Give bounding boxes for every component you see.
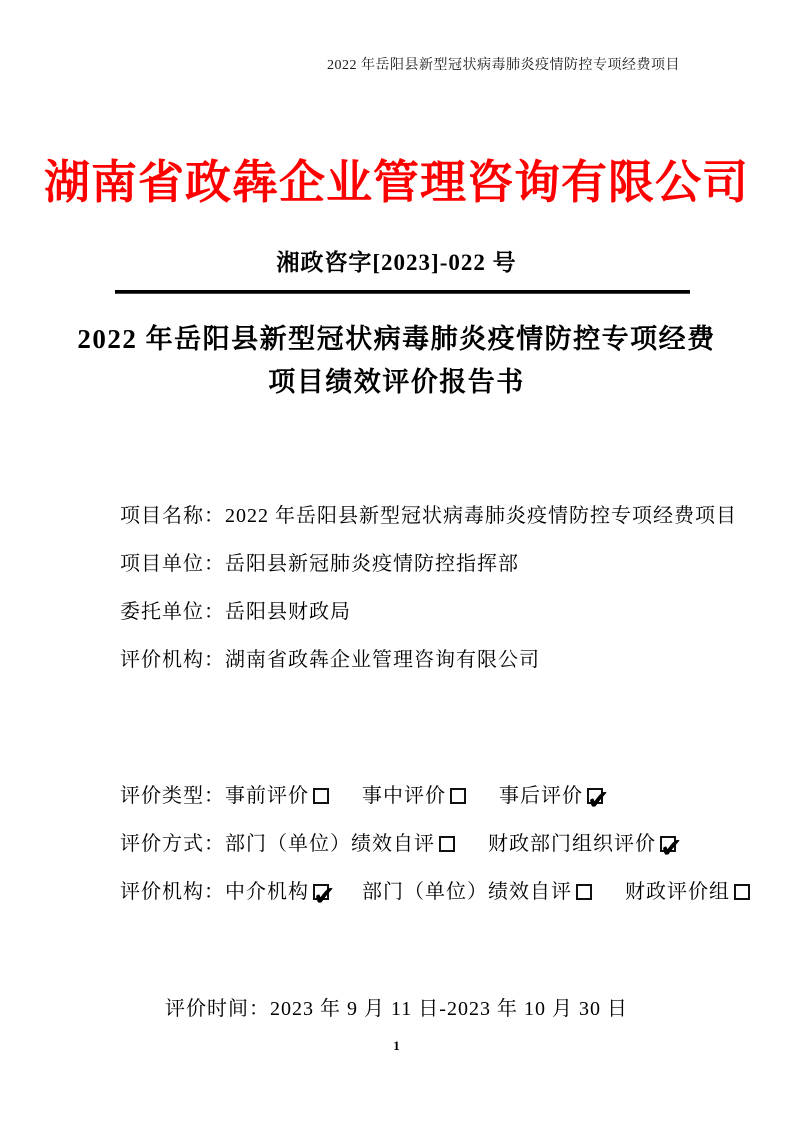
field-value: 岳阳县新冠肺炎疫情防控指挥部 (225, 553, 519, 575)
option-label: 财政部门组织评价 (488, 833, 656, 855)
checkbox-dept-self-eval[interactable] (439, 836, 455, 852)
field-row-evaluation-agency (120, 636, 713, 684)
checkbox-dept-self-eval-2[interactable] (576, 884, 592, 900)
field-row-project-name (120, 492, 737, 540)
checkbox-post-eval[interactable] (587, 788, 603, 804)
field-value: 湖南省政犇企业管理咨询有限公司 (225, 649, 540, 671)
eval-agency-row (120, 868, 753, 916)
checkbox-finance-eval-group[interactable] (734, 884, 750, 900)
page-number: 1 (393, 1038, 400, 1053)
field-value: 岳阳县财政局 (225, 601, 351, 623)
page-header-text: 2022 年岳阳县新型冠状病毒肺炎疫情防控专项经费项目 (327, 58, 680, 73)
checkbox-intermediary[interactable] (313, 884, 329, 900)
field-row-commission-unit (120, 588, 713, 636)
option-label: 财政评价组 (625, 881, 730, 903)
field-list (120, 492, 737, 684)
report-title-line2: 项目绩效评价报告书 (268, 367, 525, 397)
eval-time-value: 2023 年 9 月 11 日-2023 年 10 月 30 日 (270, 998, 628, 1020)
checkbox-pre-eval[interactable] (313, 788, 329, 804)
field-row-project-unit (120, 540, 713, 588)
option-pre-eval (225, 785, 329, 807)
eval-type-label: 评价类型： (120, 785, 225, 807)
eval-time-row (0, 992, 793, 1021)
field-label: 项目单位： (120, 553, 225, 575)
field-label: 项目名称： (120, 505, 225, 527)
option-dept-self-eval (225, 833, 455, 855)
checkbox-mid-eval[interactable] (450, 788, 466, 804)
checkbox-finance-org-eval[interactable] (660, 836, 676, 852)
field-value: 2022 年岳阳县新型冠状病毒肺炎疫情防控专项经费项目 (225, 505, 737, 527)
eval-type-row (120, 772, 753, 820)
option-mid-eval (362, 785, 466, 807)
eval-method-row (120, 820, 753, 868)
option-post-eval (499, 785, 603, 807)
option-finance-org-eval (488, 833, 676, 855)
checkbox-section (120, 772, 753, 916)
title-divider-line (115, 290, 690, 294)
option-label: 部门（单位）绩效自评 (225, 833, 435, 855)
option-label: 事前评价 (225, 785, 309, 807)
report-title (60, 318, 733, 404)
eval-time-label: 评价时间： (165, 998, 271, 1020)
eval-agency-label: 评价机构： (120, 881, 225, 903)
field-label: 评价机构： (120, 649, 225, 671)
doc-number: 湘政咨字[2023]-022 号 (276, 250, 517, 275)
eval-method-label: 评价方式： (120, 833, 225, 855)
option-label: 事中评价 (362, 785, 446, 807)
option-dept-self-eval-2 (362, 881, 592, 903)
company-title: 湖南省政犇企业管理咨询有限公司 (44, 157, 749, 208)
option-finance-eval-group (625, 881, 750, 903)
option-label: 中介机构 (225, 881, 309, 903)
report-title-line1: 2022 年岳阳县新型冠状病毒肺炎疫情防控专项经费 (77, 324, 716, 354)
option-intermediary (225, 881, 329, 903)
option-label: 部门（单位）绩效自评 (362, 881, 572, 903)
option-label: 事后评价 (499, 785, 583, 807)
field-label: 委托单位： (120, 601, 225, 623)
